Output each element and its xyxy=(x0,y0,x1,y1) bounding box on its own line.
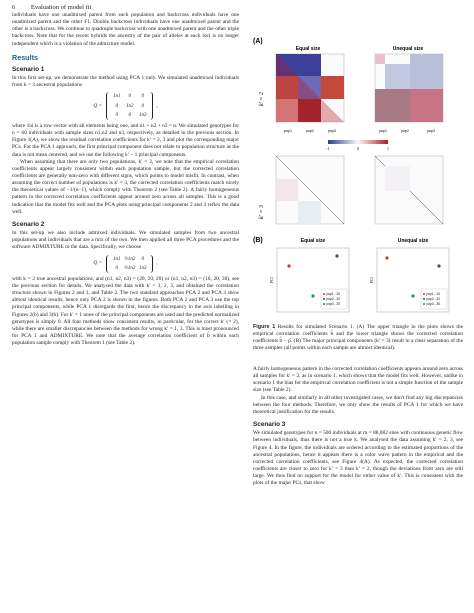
equation-q2 xyxy=(12,255,239,273)
figure-1-graphic xyxy=(253,34,465,324)
eq1-cell: 1n1 xyxy=(113,94,121,100)
eq2-cell: 0 xyxy=(141,256,145,262)
scenario2-heading: Scenario 2 xyxy=(12,220,45,228)
eq1-cell: 1n3 xyxy=(139,112,147,118)
row-label-k2: k′ = 2 xyxy=(259,91,265,107)
b-col-title-equal: Equal size xyxy=(300,238,326,244)
eq2-cell: 1n3 xyxy=(139,265,147,271)
heatmap-k3-unequal xyxy=(375,156,443,224)
pca-point-pop1 xyxy=(287,264,290,267)
caption-label: Figure 1 xyxy=(253,324,276,330)
legend-equal xyxy=(321,289,347,309)
scenario1-heading: Scenario 1 xyxy=(12,65,45,73)
scenario1-paragraph-1: In this first set-up, we demonstrate the method using PCA 1 only. We simulated unadmixed individuals from k = 3 ancestral populations xyxy=(12,75,239,89)
colorbar-tick: 1 xyxy=(387,146,389,151)
heatmap-k3-equal xyxy=(276,156,344,224)
page-header xyxy=(12,4,91,11)
panel-a-label: (A) xyxy=(253,38,263,45)
pca-plot-unequal xyxy=(370,248,449,312)
right-column-body xyxy=(253,366,463,488)
eq1-lhs: Q = xyxy=(93,102,103,109)
equation-q1 xyxy=(12,92,239,119)
legend-item: pop3 - 30 xyxy=(426,302,440,306)
pca-point-pop3 xyxy=(311,294,314,297)
colorbar-tick: 0 xyxy=(357,146,359,151)
eq2-matrix xyxy=(106,255,153,273)
eq2-cell: 1n1 xyxy=(113,256,121,262)
pc-axis-label: PC3 xyxy=(370,276,374,284)
eq2-lhs: Q = xyxy=(93,260,103,267)
legend-item: pop2 - 20 xyxy=(326,297,340,301)
caption-text: Results for simulated Scenario 1. (A) The upper triangle in the plots shows the empirical correlation coefficients b̂ and the lower triangle shows the corrected correlation coefficients b̂ − ρ̂. (B) The major principal components (k′ = 3) result in a clear separation of the three samples (all points within each sample are almost identical). xyxy=(253,324,463,352)
col-title-equal: Equal size xyxy=(295,46,321,52)
scenario3-paragraph-1: We simulated genotypes for n = 500 individuals at m = 88,082 sites with continuous genetic flow between individuals, thus there is not a true k. We analysed the data assuming k′ = 2, 3, see Figure 4. In the figure, the individuals are ordered according to the estimated proportions of the ancestral populations, hence it appears there is a color wave pattern in the empirical and the corrected correlation coefficients, see Figure 4(A). As expected, the corrected correlation coefficients are closer to zero for k′ = 3 than k′ = 2, though the deviations from zero are still large. We thus find no support for the model for either value of k′. This is consistent with the plots of the major PCs, that show xyxy=(253,430,463,487)
eq1-matrix xyxy=(106,92,153,119)
pop-label: pop2 xyxy=(306,129,314,133)
legend-unequal xyxy=(421,289,447,309)
intro-paragraph: individuals have one unadmixed parent from each population and backcross individuals have one unadmixed parent and the other F1. Double backcross individuals have one unadmixed parent and the other is a backcross. We continue to quadruple backcross with one unadmixed parent and the other triple backcross. Note that for the recent hybrids the ancestry of the pair of alleles at each loci is no longer independent which is a violation of the admixture model. xyxy=(12,12,239,47)
pop-label: pop1 xyxy=(379,129,387,133)
figure-caption xyxy=(253,324,463,352)
pca-point-pop2 xyxy=(335,254,338,257)
eq1-tail: , xyxy=(156,102,158,109)
scenario1-paragraph-3: When assuming that there are only two populations, k′ = 2, we note that the empirical correlation coefficients appear largely consistent within each population sample, but the corrected correlation coefficients are generally non-zero with different signs, which points to model misfit. In contrast, when assuming the correct number of populations is k′ = 3, the corrected correlation coefficients match nicely the theoretical values of −1/(n−1), which comply with Theorem 2 (see Table 2). A fairly homogeneous pattern in the corrected correlation coefficients appear around zero across all samples. This is a good indication that the model fits well and the PCA plots using principal components 2 and 3 reflex the data well. xyxy=(12,158,239,215)
right-paragraph-1: A fairly homogeneous pattern in the corrected correlation coefficients appears around zero across all samples for k′ = 2, as in scenario 1, which shows that the model fits well. However, unlike in scenario 1 the bias for the empirical correlation coefficient is not a simple function of the sample size (see Table 2). xyxy=(253,366,463,394)
eq1-cell: 0 xyxy=(115,103,119,109)
legend-item: pop3 - 20 xyxy=(326,302,340,306)
eq1-cell: 0 xyxy=(128,94,132,100)
colorbar-tick: -1 xyxy=(326,146,330,151)
eq1-cell: 1n2 xyxy=(126,103,134,109)
scenario3-heading: Scenario 3 xyxy=(253,421,286,429)
legend-item: pop1 - 10 xyxy=(426,292,440,296)
eq2-tail: , xyxy=(156,260,158,267)
col-title-unequal: Unequal size xyxy=(392,46,424,52)
figure-1 xyxy=(253,34,465,324)
b-col-title-unequal: Unequal size xyxy=(397,238,429,244)
right-paragraph-2: In this case, and similarly in all other investigated cases, we don't find any big discrepancies between the four methods. Therefore, we only show the results of PCA 1 for which we have theoretical justification for the results. xyxy=(253,394,463,415)
scenario1-paragraph-2: where 1ni is a row vector with all elements being one, and n1 + n2 + n3 = n. We simulated genotypes for n = 60 individuals with sample sizes n1,n2 and n3, respectively, as detailed in the previous section. In Figure 1(A), we show the residual correlation coefficients for k′ = 2, 3 and plot the corresponding major PCs. For the PCA 1 approach, the first principal component does not relate to population structure as the data is not mean centered, and we use the following k′ − 1 principal components. xyxy=(12,122,239,158)
pop-label: pop2 xyxy=(401,129,409,133)
pc-axis-label: PC3 xyxy=(270,276,274,284)
pca-point-pop3 xyxy=(411,294,414,297)
eq1-cell: 0 xyxy=(128,112,132,118)
eq2-cell: ½1n2 xyxy=(124,256,136,262)
panel-b-label: (B) xyxy=(253,237,263,244)
running-title: Evaluation of model fit xyxy=(30,4,92,11)
legend-item: pop2 - 20 xyxy=(426,297,440,301)
pop-label: pop3 xyxy=(328,129,336,133)
results-heading: Results xyxy=(12,52,38,62)
pop-label: pop1 xyxy=(284,129,292,133)
eq2-cell: ½1n2 xyxy=(124,265,136,271)
eq1-cell: 0 xyxy=(141,103,145,109)
eq2-cell: 0 xyxy=(115,265,119,271)
eq1-cell: 0 xyxy=(115,112,119,118)
page-number: 6 xyxy=(12,4,16,11)
pop-label: pop3 xyxy=(427,129,435,133)
pca-point-pop1 xyxy=(385,256,388,259)
pca-plot-equal xyxy=(270,248,349,312)
heatmap-k2-unequal xyxy=(375,54,443,122)
scenario2-paragraph-1: In this set-up we also include admixed individuals. We simulated samples from two ancestral populations and individuals that are a mix of the two. We then applied all three PCA procedures and the software ADMIXTURE to the data. Specifically, we choose xyxy=(12,230,239,251)
heatmap-k2-equal xyxy=(276,54,344,122)
colorbar xyxy=(328,140,388,144)
scenario2-paragraph-2: with k = 2 true ancestral populations, and (n1, n2, n3) = (20, 20, 20) or (n1, n2, n3) = (10, 20, 30), see the previous section for details. We analysed the data with k′ = 1, 2, 3, and obtained the correlation structure shown in Figures 2 and 3, and Table 2. The two standard approaches PCA 2 and PCA 3 show almost identical results, hence only PCA 2 is shown in the figures. Both PCA 2 and PCA 3 use the top principal components, while PCA 1 disregards the first, hence the discrepancy in the axis labelling in Figures 2(b) and 3(b). For k′ = 1 none of the principal components are used and the predicted normalized genotypes is simply 0. All four methods show consistent results, in particular, for the correct k′ (= 2), while there are smaller discrepancies between the methods for wrong k′ = 1, 3. This is most pronounced for PCA 1 and ADMIXTURE. We note that the average correlation coefficient of b̂ within each population sample comply with Theorem 1 (see Table 2). xyxy=(12,275,239,347)
pca-point-pop2 xyxy=(437,264,440,267)
left-column xyxy=(12,12,239,347)
row-label-k3: k′ = 3 xyxy=(259,204,265,220)
eq1-cell: 0 xyxy=(141,94,145,100)
legend-item: pop1 - 20 xyxy=(326,292,340,296)
